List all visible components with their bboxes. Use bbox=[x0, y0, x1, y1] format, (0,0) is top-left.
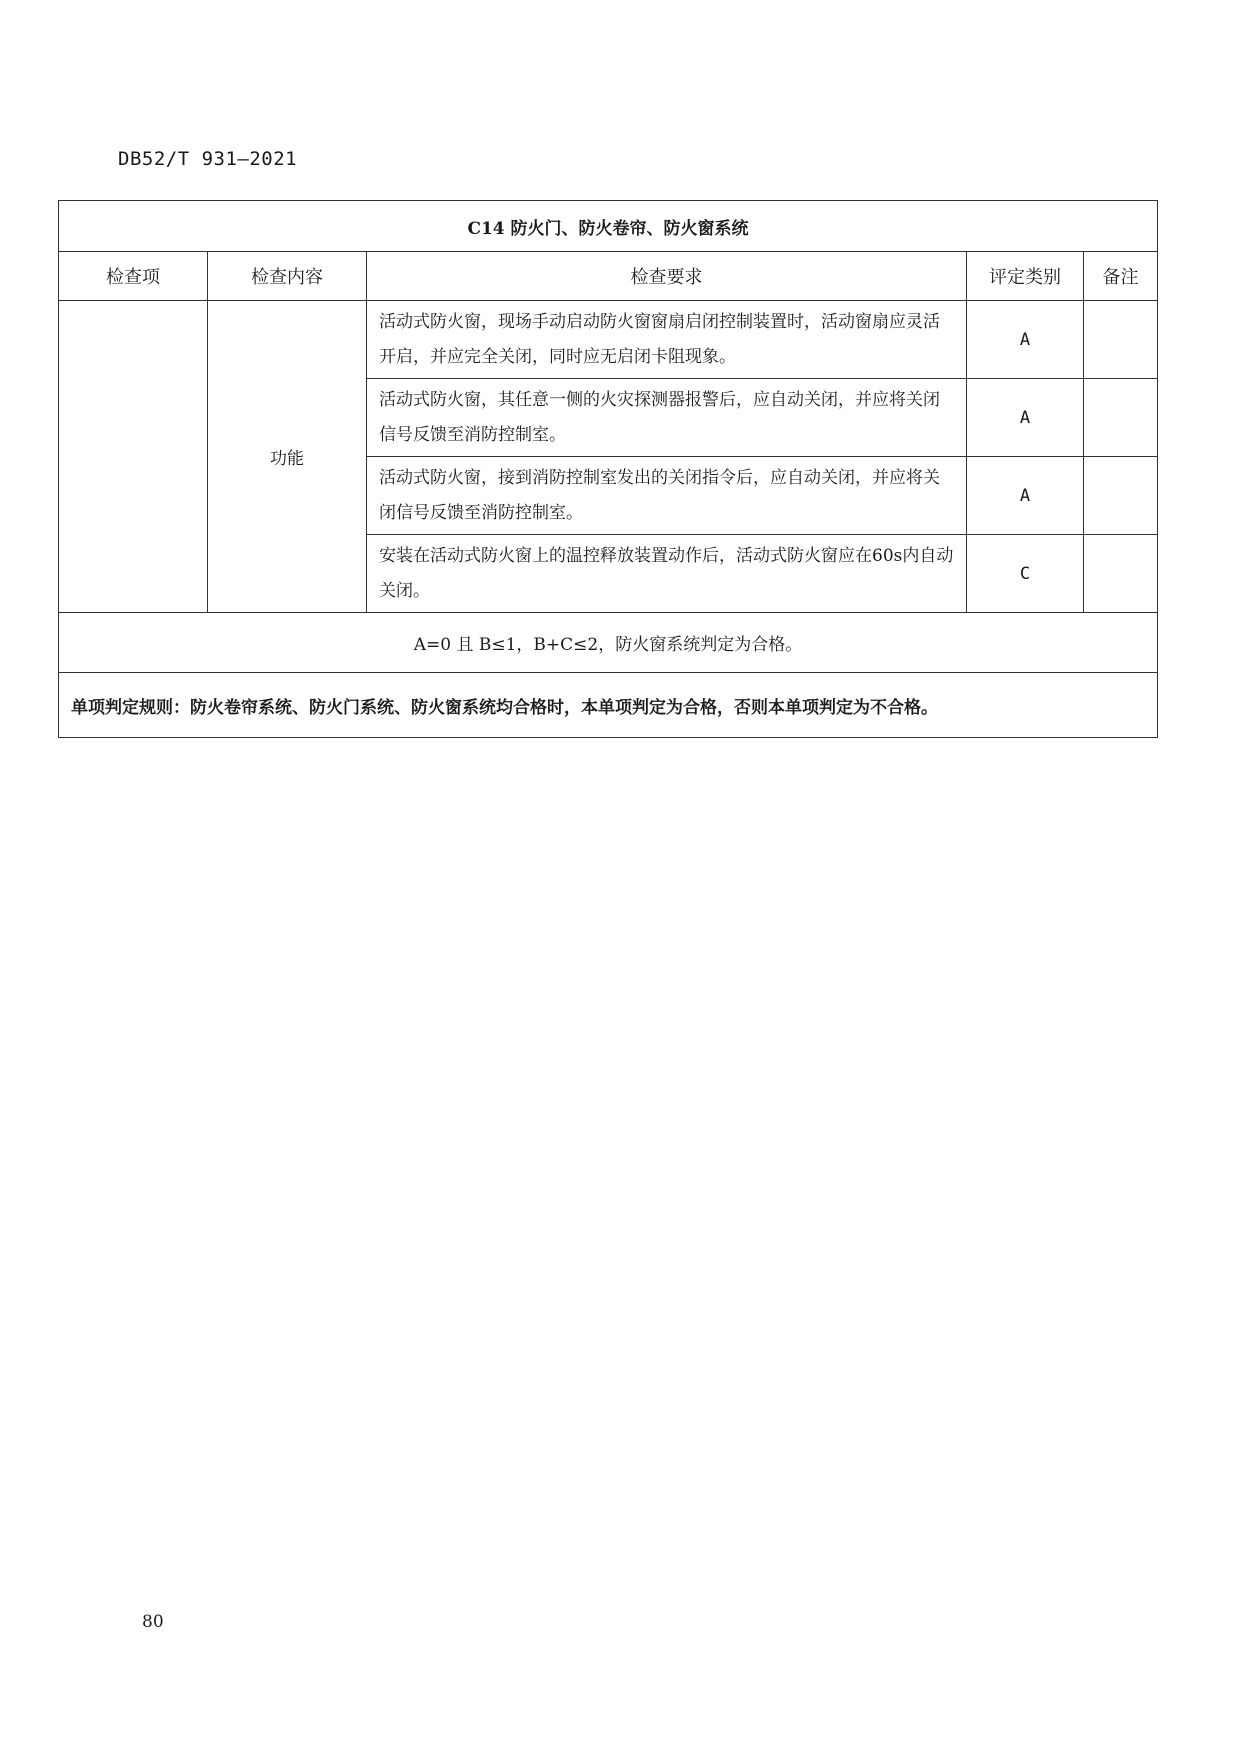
table-header-row bbox=[59, 252, 1158, 301]
requirement-cell: 活动式防火窗，其任意一侧的火灾探测器报警后，应自动关闭，并应将关闭信号反馈至消防控制室。 bbox=[367, 379, 967, 457]
remark-cell bbox=[1084, 457, 1158, 535]
remark-cell bbox=[1084, 301, 1158, 379]
judgment-rule-cell: 单项判定规则：防火卷帘系统、防火门系统、防火窗系统均合格时，本单项判定为合格，否则本单项判定为不合格。 bbox=[59, 673, 1158, 738]
summary-row bbox=[59, 613, 1158, 673]
column-header-remark: 备注 bbox=[1084, 252, 1158, 301]
table-title-row bbox=[59, 201, 1158, 252]
column-header-item: 检查项 bbox=[59, 252, 208, 301]
remark-cell bbox=[1084, 379, 1158, 457]
page-number: 80 bbox=[142, 1612, 164, 1632]
rule-row bbox=[59, 673, 1158, 738]
requirement-cell: 活动式防火窗，接到消防控制室发出的关闭指令后，应自动关闭，并应将关闭信号反馈至消防控制室。 bbox=[367, 457, 967, 535]
inspection-content-cell: 功能 bbox=[208, 301, 367, 613]
grade-cell: A bbox=[967, 457, 1084, 535]
table-title: C14 防火门、防火卷帘、防火窗系统 bbox=[59, 201, 1158, 252]
requirement-cell: 活动式防火窗，现场手动启动防火窗窗扇启闭控制装置时，活动窗扇应灵活开启，并应完全关闭，同时应无启闭卡阻现象。 bbox=[367, 301, 967, 379]
column-header-requirement: 检查要求 bbox=[367, 252, 967, 301]
column-header-grade: 评定类别 bbox=[967, 252, 1084, 301]
grade-cell: A bbox=[967, 379, 1084, 457]
grade-cell: A bbox=[967, 301, 1084, 379]
table-row bbox=[59, 301, 1158, 379]
inspection-table bbox=[58, 200, 1158, 738]
document-header: DB52/T 931—2021 bbox=[118, 148, 298, 170]
summary-cell: A=0 且 B≤1，B+C≤2，防火窗系统判定为合格。 bbox=[59, 613, 1158, 673]
column-header-content: 检查内容 bbox=[208, 252, 367, 301]
inspection-item-cell bbox=[59, 301, 208, 613]
requirement-cell: 安装在活动式防火窗上的温控释放装置动作后，活动式防火窗应在60s内自动关闭。 bbox=[367, 535, 967, 613]
remark-cell bbox=[1084, 535, 1158, 613]
grade-cell: C bbox=[967, 535, 1084, 613]
